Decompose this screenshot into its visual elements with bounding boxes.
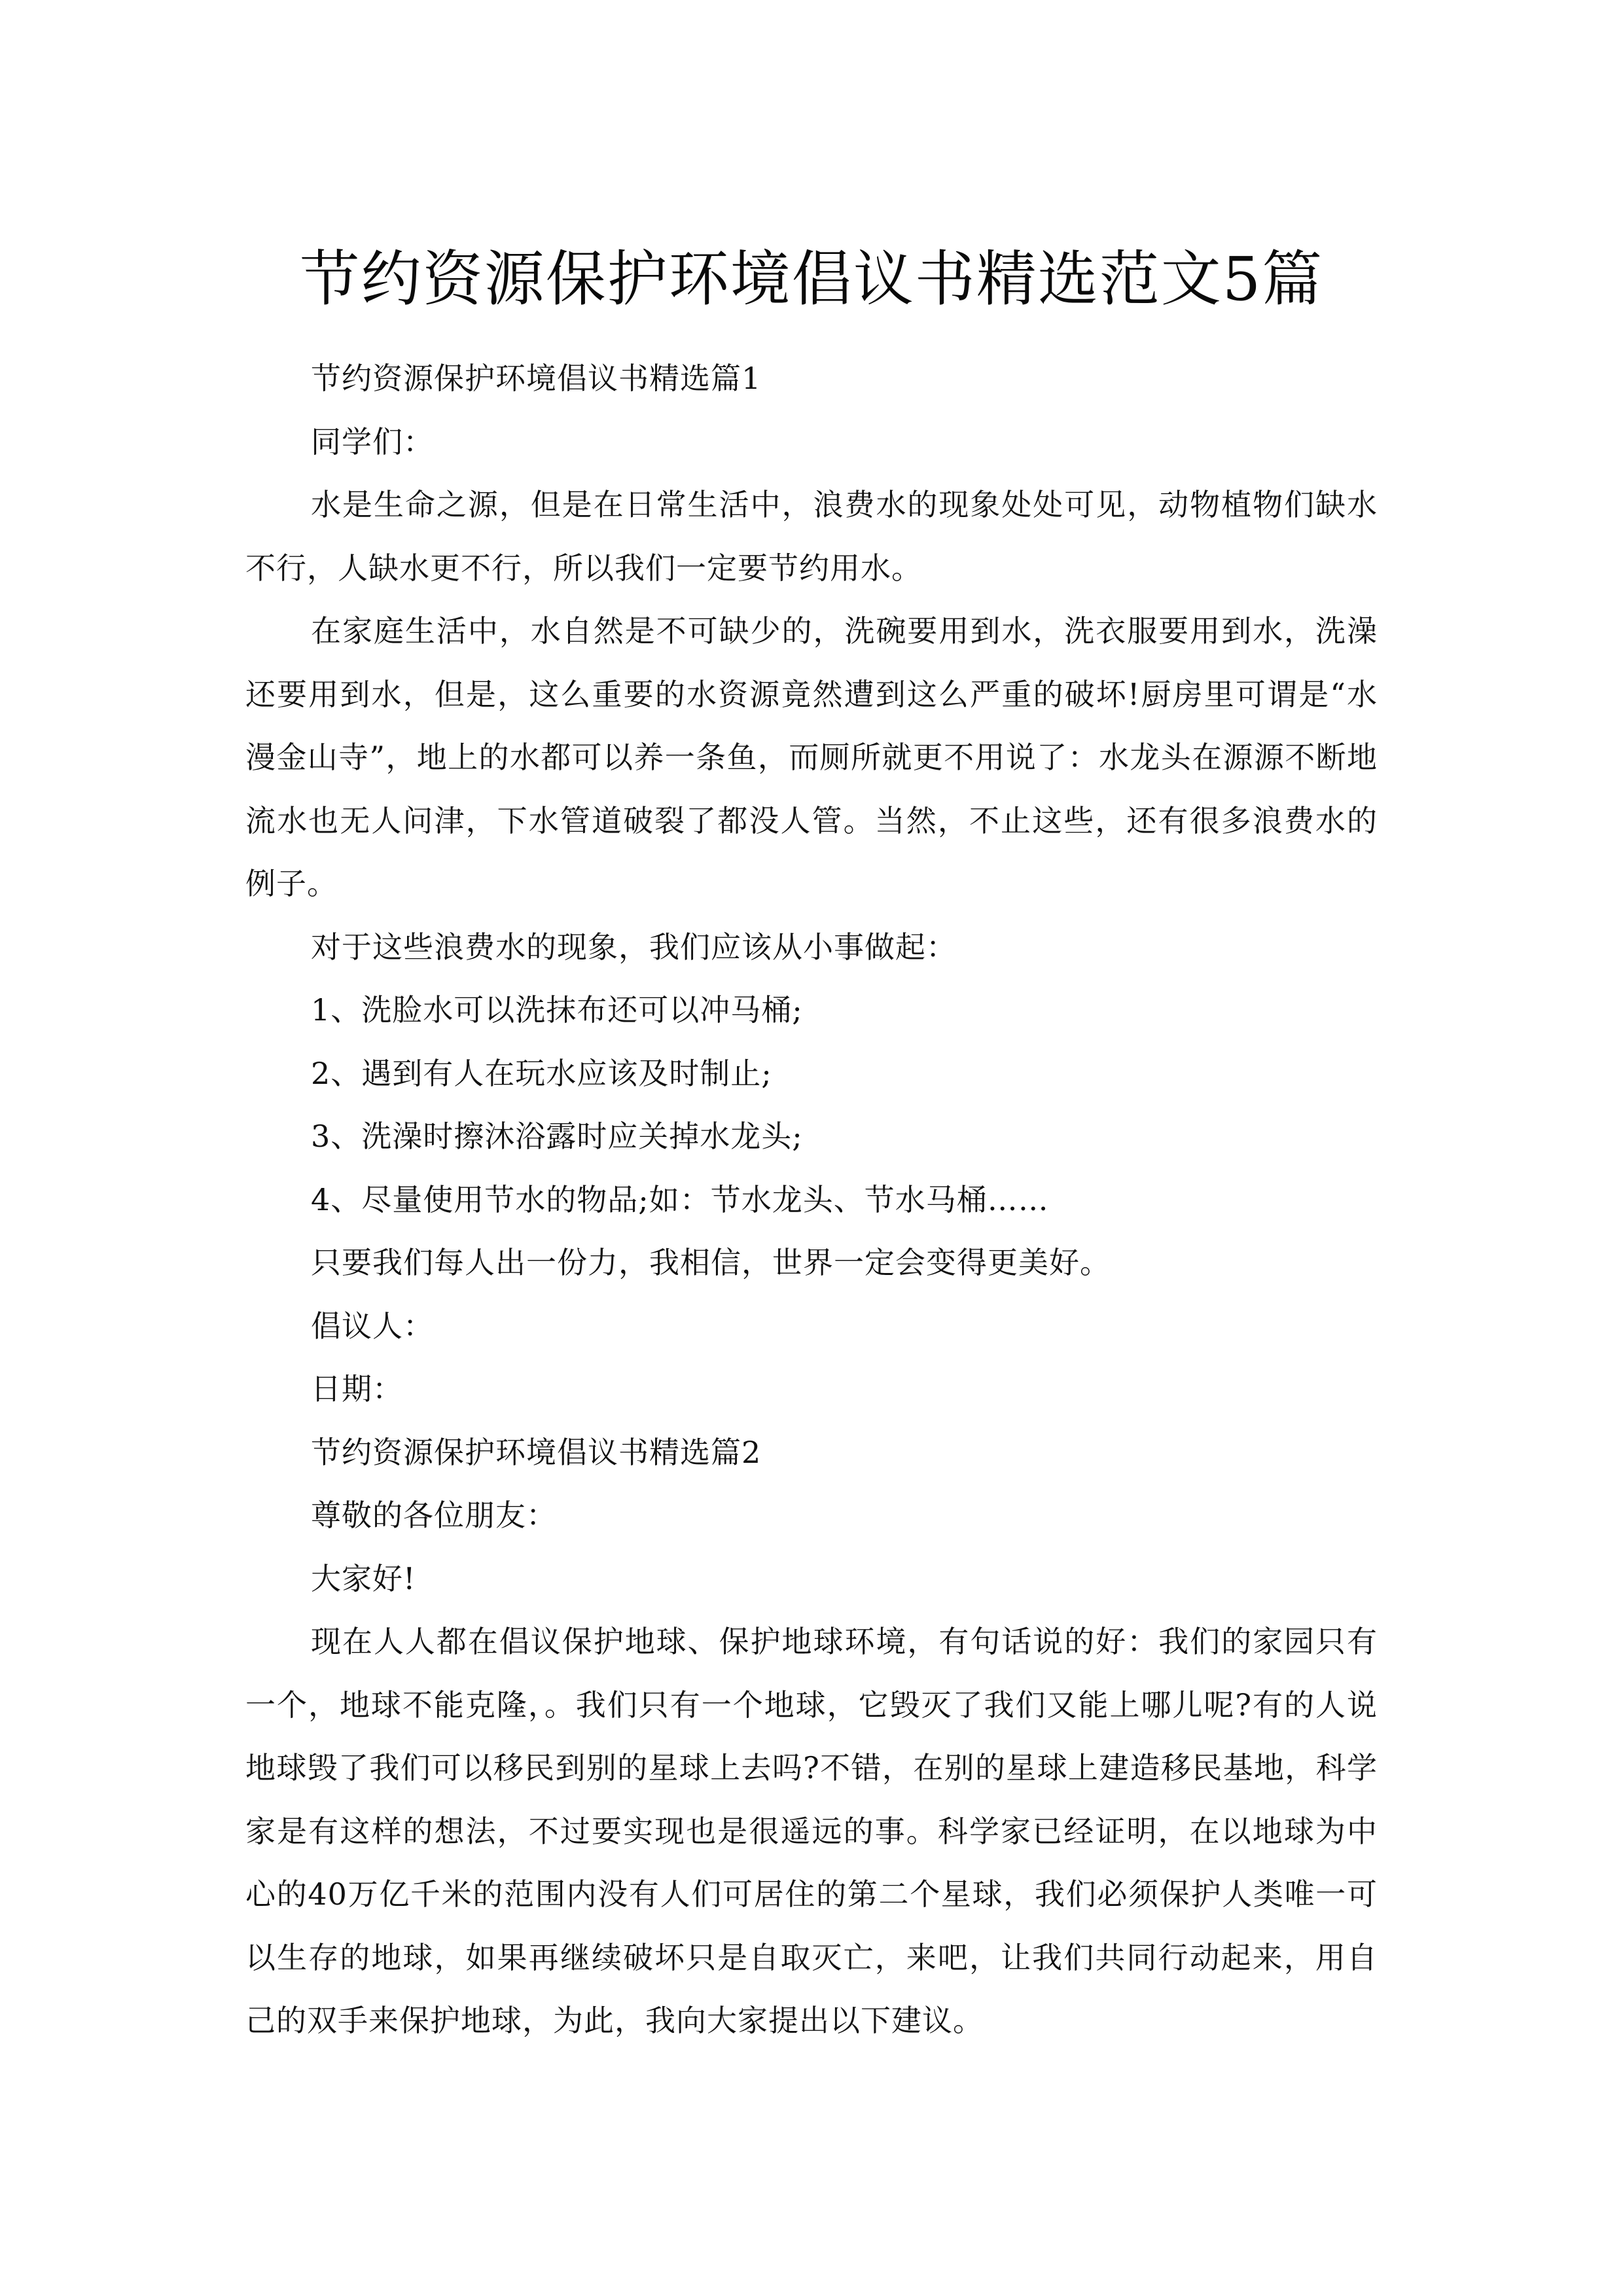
paragraph: 对于这些浪费水的现象，我们应该从小事做起： bbox=[311, 929, 957, 965]
section-heading-2: 节约资源保护环境倡议书精选篇2 bbox=[311, 1434, 762, 1470]
paragraph: 水是生命之源，但是在日常生活中，浪费水的现象处处可见，动物植物们缺水不行，人缺水更不行，所以我们一定要节约用水。 bbox=[245, 487, 1378, 586]
list-item: 4、尽量使用节水的物品;如：节水龙头、节水马桶…… bbox=[311, 1181, 1049, 1217]
section-heading-1: 节约资源保护环境倡议书精选篇1 bbox=[311, 361, 762, 396]
paragraph: 在家庭生活中，水自然是不可缺少的，洗碗要用到水，洗衣服要用到水，洗澡还要用到水，但是，这么重要的水资源竟然遭到这么严重的破坏!厨房里可谓是“水漫金山寺”，地上的水都可以养一条鱼，而厕所就更不用说了：水龙头在源源不断地流水也无人问津，下水管道破裂了都没人管。当然，不止这些，还有很多浪费水的例子。 bbox=[245, 613, 1378, 901]
date-label: 日期： bbox=[311, 1371, 403, 1407]
list-item: 2、遇到有人在玩水应该及时制止; bbox=[311, 1055, 772, 1091]
list-item: 3、洗澡时擦沐浴露时应关掉水龙头; bbox=[311, 1119, 803, 1154]
list-item: 1、洗脸水可以洗抹布还可以冲马桶; bbox=[311, 992, 803, 1028]
paragraph: 现在人人都在倡议保护地球、保护地球环境，有句话说的好：我们的家园只有一个，地球不能克隆，。我们只有一个地球，它毁灭了我们又能上哪儿呢?有的人说地球毁了我们可以移民到别的星球上去吗?不错，在别的星球上建造移民基地，科学家是有这样的想法，不过要实现也是很遥远的事。科学家已经证明，在以地球为中心的40万亿千米的范围内没有人们可居住的第二个星球，我们必须保护人类唯一可以生存的地球，如果再继续破坏只是自取灭亡，来吧，让我们共同行动起来，用自己的双手来保护地球，为此，我向大家提出以下建议。 bbox=[245, 1624, 1378, 2038]
salutation: 同学们： bbox=[311, 423, 434, 459]
document-body bbox=[245, 347, 1378, 2053]
greeting: 大家好! bbox=[311, 1560, 416, 1596]
salutation: 尊敬的各位朋友： bbox=[311, 1498, 557, 1533]
paragraph: 只要我们每人出一份力，我相信，世界一定会变得更美好。 bbox=[311, 1245, 1111, 1280]
document-title: 节约资源保护环境倡议书精选范文5篇 bbox=[299, 243, 1324, 314]
signature-label: 倡议人： bbox=[311, 1308, 434, 1344]
